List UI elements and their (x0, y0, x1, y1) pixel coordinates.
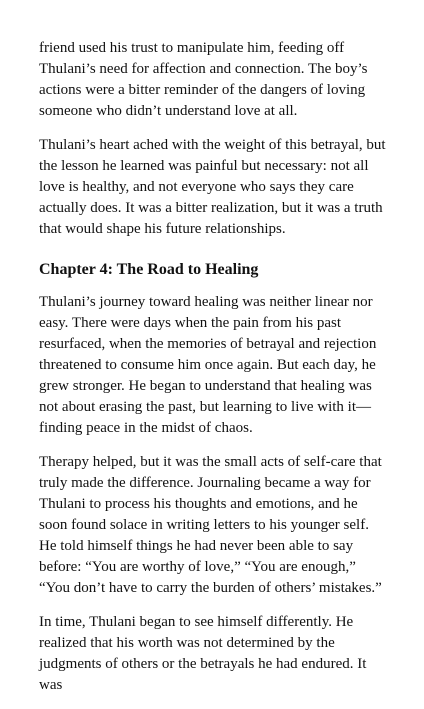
paragraph-heart-ached: Thulani’s heart ached with the weight of this betrayal, but the lesson he learned was painful but necessary: not all love is healthy, and not everyone who says they care actually does. It was a bitter realization, but it was a truth that would shape his future relationships. (39, 137, 386, 237)
chapter-heading: Chapter 4: The Road to Healing (39, 261, 259, 278)
paragraph-in-time: In time, Thulani began to see himself differently. He realized that his worth was not determined by the judgments of others or the betrayals he had endured. It was (39, 614, 367, 693)
paragraph-therapy: Therapy helped, but it was the small acts of self-care that truly made the difference. Journaling became a way for Thulani to process his thoughts and emotions, and he soon found solace in writing letters to his younger self. He told himself things he had never been able to say before: “You are worthy of love,” “You are enough,” “You don’t have to carry the burden of others’ mistakes.” (39, 454, 382, 596)
paragraph-journey-healing: Thulani’s journey toward healing was neither linear nor easy. There were days when the pain from his past resurfaced, when the memories of betrayal and rejection threatened to consume him once again. But each day, he grew stronger. He began to understand that healing was not about erasing the past, but learning to live with it—finding peace in the midst of chaos. (39, 294, 377, 436)
document-page (39, 38, 389, 709)
paragraph-betrayal-continuation: friend used his trust to manipulate him, feeding off Thulani’s need for affection and connection. The boy’s actions were a bitter reminder of the dangers of loving someone who didn’t understand love at all. (39, 40, 368, 119)
